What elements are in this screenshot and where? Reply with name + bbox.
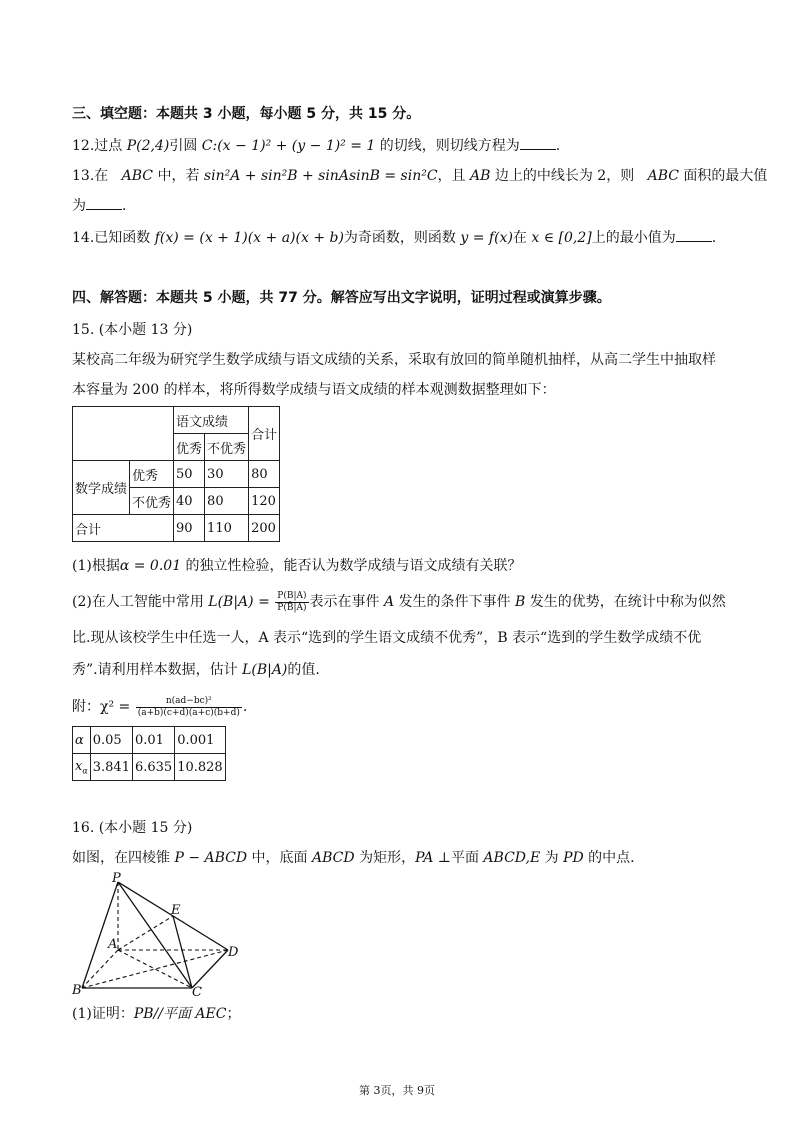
table-cell: 200: [249, 515, 280, 542]
table-cell: 40: [174, 488, 205, 515]
question-15-part2-line3: 秀”.请利用样本数据，估计 L(B|A)的值.: [72, 662, 320, 678]
question-12: 12.过点 P(2,4)引圆 C:(x − 1)² + (y − 1)² = 1 的切线，则切线方程为 .: [72, 138, 561, 154]
question-15-intro-line2: 本容量为 200 的样本，将所得数学成绩与语文成绩的样本观测数据整理如下：: [72, 382, 556, 398]
section3-heading: 三、填空题：本题共 3 小题，每小题 5 分，共 15 分。: [72, 106, 421, 122]
page-footer: 第 3页，共 9页: [359, 1084, 435, 1097]
vertex-label-A: A: [108, 937, 118, 952]
critical-value-table: [72, 726, 226, 781]
answer-blank: [86, 197, 122, 210]
question-16-part1: (1)证明：PB//平面 AEC；: [72, 1006, 241, 1022]
question-14: 14.已知函数 f(x) = (x + 1)(x + a)(x + b)为奇函数，则函数 y = f(x)在 x ∈ [0,2]上的最小值为 .: [72, 230, 717, 246]
table-cell: 0.001: [175, 727, 226, 754]
vertex-label-B: B: [72, 983, 82, 998]
col-not-excellent: 不优秀: [205, 434, 249, 461]
table-cell: $x_\alpha$: [73, 754, 91, 781]
edge-AC: [118, 950, 192, 988]
vertex-label-D: D: [228, 945, 239, 960]
vertex-label-C: C: [192, 985, 202, 1000]
vertex-label-P: P: [112, 872, 121, 886]
row-excellent-label: 优秀: [130, 461, 174, 488]
table-cell: 80: [205, 488, 249, 515]
table-cell: 0.05: [90, 727, 132, 754]
table-cell: 120: [249, 488, 280, 515]
table-cell: 6.635: [132, 754, 174, 781]
total-header: 合计: [249, 407, 280, 461]
answer-blank: [520, 137, 556, 150]
question-13: 13.在 ABC 中，若 sin²A + sin²B + sinAsinB = sin²C，且 AB 边上的中线长为 2，则 ABC 面积的最大值: [72, 168, 768, 184]
likelihood-fraction: $\frac{P(B|A)}{P(B̄|A)}$: [277, 590, 307, 613]
table-cell: 3.841: [90, 754, 132, 781]
table-cell: 30: [205, 461, 249, 488]
table-cell: 110: [205, 515, 249, 542]
row-not-excellent-label: 不优秀: [130, 488, 174, 515]
question-16-title: 16. (本小题 15 分): [72, 820, 193, 836]
contingency-table: [72, 406, 280, 542]
pyramid-figure: [70, 872, 250, 1002]
table-corner: [73, 407, 174, 461]
edge-CD: [192, 950, 228, 988]
table-cell: 50: [174, 461, 205, 488]
question-16-intro: 如图，在四棱锥 P − ABCD 中，底面 ABCD 为矩形，PA ⊥平面 ABCD,E 为 PD 的中点.: [72, 850, 635, 866]
table-cell: α: [73, 727, 91, 754]
edge-BD: [82, 950, 228, 988]
edge-PC: [118, 882, 192, 988]
col-excellent: 优秀: [174, 434, 205, 461]
question-15-part1: (1)根据α = 0.01 的独立性检验，能否认为数学成绩与语文成绩有关联？: [72, 558, 522, 574]
question-15-title: 15. (本小题 13 分): [72, 322, 193, 338]
table-cell: 0.01: [132, 727, 174, 754]
section4-heading: 四、解答题：本题共 5 小题，共 77 分。解答应写出文字说明，证明过程或演算步骤。: [72, 290, 611, 306]
edge-PB: [82, 882, 118, 988]
chi-fraction: $\frac{\text{n(ad−bc)²}}{(a+b)(c+d)(a+c)(b+d)}$: [137, 695, 240, 718]
chi-square-formula: 附：χ² = $\frac{\text{n(ad−bc)²}}{(a+b)(c+d)(a+c)(b+d)}$ .: [72, 695, 248, 718]
table-cell: 80: [249, 461, 280, 488]
row-total-label: 合计: [73, 515, 174, 542]
edge-EC: [173, 916, 192, 988]
question-13-line2: 为 .: [72, 198, 127, 214]
vertex-label-E: E: [171, 903, 181, 918]
edge-AB: [82, 950, 118, 988]
table-cell: 90: [174, 515, 205, 542]
question-15-intro-line1: 某校高二年级为研究学生数学成绩与语文成绩的关系，采取有放回的简单随机抽样，从高二学生中抽取样: [72, 352, 716, 368]
table-cell: 10.828: [175, 754, 226, 781]
chinese-header: 语文成绩: [174, 407, 249, 434]
question-15-part2: (2)在人工智能中常用 L(B|A) = $\frac{P(B|A)}{P(B̄|A)}$ 表示在事件 A 发生的条件下事件 B 发生的优势，在统计中称为似然: [72, 590, 726, 613]
math-header: 数学成绩: [73, 461, 130, 515]
answer-blank: [676, 229, 712, 242]
question-15-part2-line2: 比.现从该校学生中任选一人，A 表示“选到的学生语文成绩不优秀”，B 表示“选到的学生数学成绩不优: [72, 630, 702, 646]
